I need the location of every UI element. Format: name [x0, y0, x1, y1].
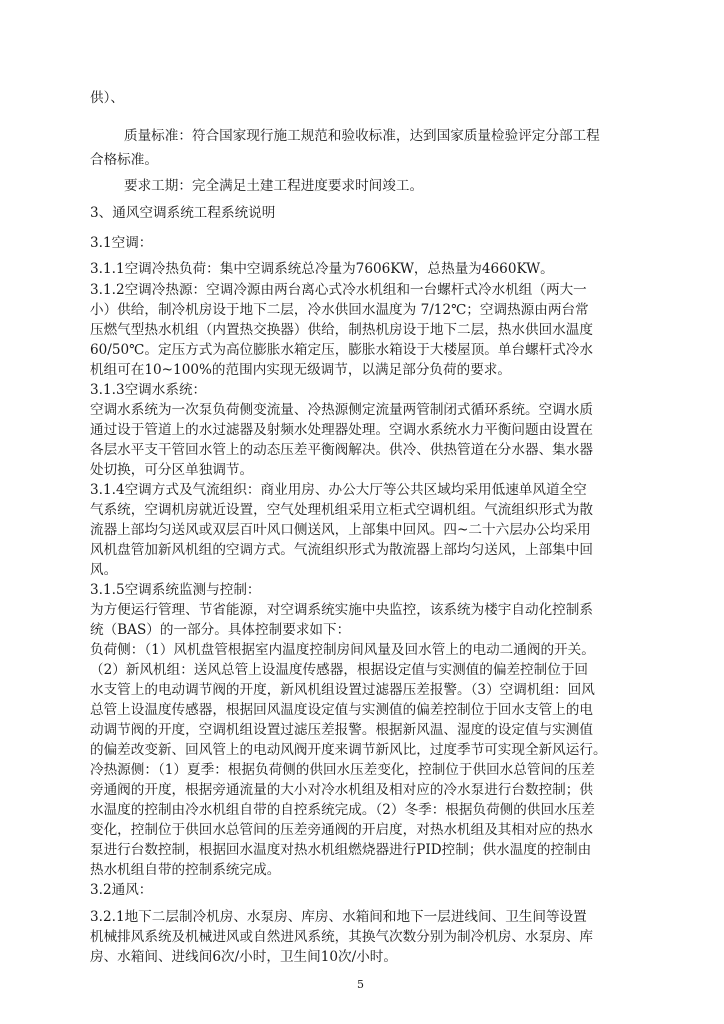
text-line: 通过设于管道上的水过滤器及射频水处理器处理。空调水系统水力平衡问题由设置在: [90, 422, 593, 438]
text-line: 要求工期：完全满足土建工程进度要求时间竣工。: [124, 178, 424, 194]
text-line: 供）、: [90, 90, 124, 106]
text-line: 泵进行台数控制，根据回水温度对热水机组燃烧器进行PID控制；供水温度的控制由: [90, 842, 592, 858]
text-line: 气系统，空调机房就近设置，空气处理机组采用立柜式空调机组。气流组织形式为散: [90, 502, 593, 518]
text-line: 各层水平支干管回水管上的动态压差平衡阀解决。供冷、供热管道在分水器、集水器: [90, 442, 593, 458]
text-line: 总管上设温度传感器，根据回风温度设定值与实测值的偏差控制位于回水支管上的电: [90, 702, 593, 718]
text-line: 3.2.1地下二层制冷机房、水泵房、库房、水箱间和地下一层进线间、卫生间等设置: [90, 909, 587, 925]
text-line: （2）新风机组：送风总管上设温度传感器，根据设定值与实测值的偏差控制位于回: [90, 662, 589, 678]
text-line: 为方便运行管理、节省能源，对空调系统实施中央监控，该系统为楼宇自动化控制系: [90, 602, 593, 618]
text-line: 旁通阀的开度，根据旁通流量的大小对冷水机组及相对应的冷水泵进行台数控制；供: [90, 782, 593, 798]
text-line: 冷热源侧：（1）夏季：根据负荷侧的供回水压差变化，控制位于供回水总管间的压差: [90, 762, 595, 778]
text-line: 压燃气型热水机组（内置热交换器）供给，制热机房设于地下二层，热水供回水温度: [90, 322, 593, 338]
text-line: 动调节阀的开度，空调机组设置过滤压差报警。根据新风温、湿度的设定值与实测值: [90, 722, 593, 738]
text-line: 水支管上的电动调节阀的开度，新风机组设置过滤器压差报警。（3）空调机组：回风: [90, 682, 595, 698]
text-line: 变化，控制位于供回水总管间的压差旁通阀的开启度，对热水机组及其相对应的热水: [90, 822, 593, 838]
text-line: 合格标准。: [90, 152, 158, 168]
text-line: 机组可在10~100%的范围内实现无级调节，以满足部分负荷的要求。: [90, 362, 511, 378]
subsection-heading: 3.1.3空调水系统：: [90, 382, 207, 398]
text-line: 3.1.2空调冷热源：空调冷源由两台离心式冷水机组和一台螺杆式冷水机组（两大一: [90, 282, 587, 298]
text-line: 质量标准：符合国家现行施工规范和验收标准，达到国家质量检验评定分部工程: [124, 128, 600, 144]
page-number: 5: [357, 978, 364, 991]
text-line: 空调水系统为一次泵负荷侧变流量、冷热源侧定流量两管制闭式循环系统。空调水质: [90, 402, 593, 418]
text-line: 风。: [90, 562, 118, 578]
subsection-heading: 3.1空调：: [90, 235, 153, 251]
text-line: 统（BAS）的一部分。具体控制要求如下：: [90, 622, 351, 638]
text-line: 负荷侧：（1）风机盘管根据室内温度控制房间风量及回水管上的电动二通阀的开关。: [90, 642, 595, 658]
text-line: 60/50℃。定压方式为高位膨胀水箱定压，膨胀水箱设于大楼屋顶。单台螺杆式冷水: [90, 342, 593, 358]
text-line: 小）供给，制冷机房设于地下二层，冷水供回水温度为 7/12℃；空调热源由两台常: [90, 302, 589, 318]
text-line: 机械排风系统及机械进风或自然进风系统，其换气次数分别为制冷机房、水泵房、库: [90, 929, 593, 945]
text-line: 水温度的控制由冷水机组自带的自控系统完成。（2）冬季：根据负荷侧的供回水压差: [90, 802, 595, 818]
text-line: 流器上部均匀送风或双层百叶风口侧送风，上部集中回风。四~二十六层办公均采用: [90, 522, 591, 538]
text-line: 的偏差改变新、回风管上的电动风阀开度来调节新风比，过度季节可实现全新风运行。: [90, 742, 607, 758]
text-line: 热水机组自带的控制系统完成。: [90, 862, 281, 878]
text-line: 房、水箱间、进线间6次/小时，卫生间10次/小时。: [90, 949, 397, 965]
subsection-heading: 3.2通风：: [90, 882, 153, 898]
text-line: 处切换，可分区单独调节。: [90, 462, 254, 478]
text-line: 风机盘管加新风机组的空调方式。气流组织形式为散流器上部均匀送风，上部集中回: [90, 542, 593, 558]
subsection-heading: 3.1.5空调系统监测与控制：: [90, 582, 261, 598]
text-line: 3.1.4空调方式及气流组织：商业用房、办公大厅等公共区域均采用低速单风道全空: [90, 482, 587, 498]
text-line: 3.1.1空调冷热负荷：集中空调系统总冷量为7606KW，总热量为4660KW。: [90, 261, 554, 277]
section-heading: 3、通风空调系统工程系统说明: [90, 205, 276, 221]
